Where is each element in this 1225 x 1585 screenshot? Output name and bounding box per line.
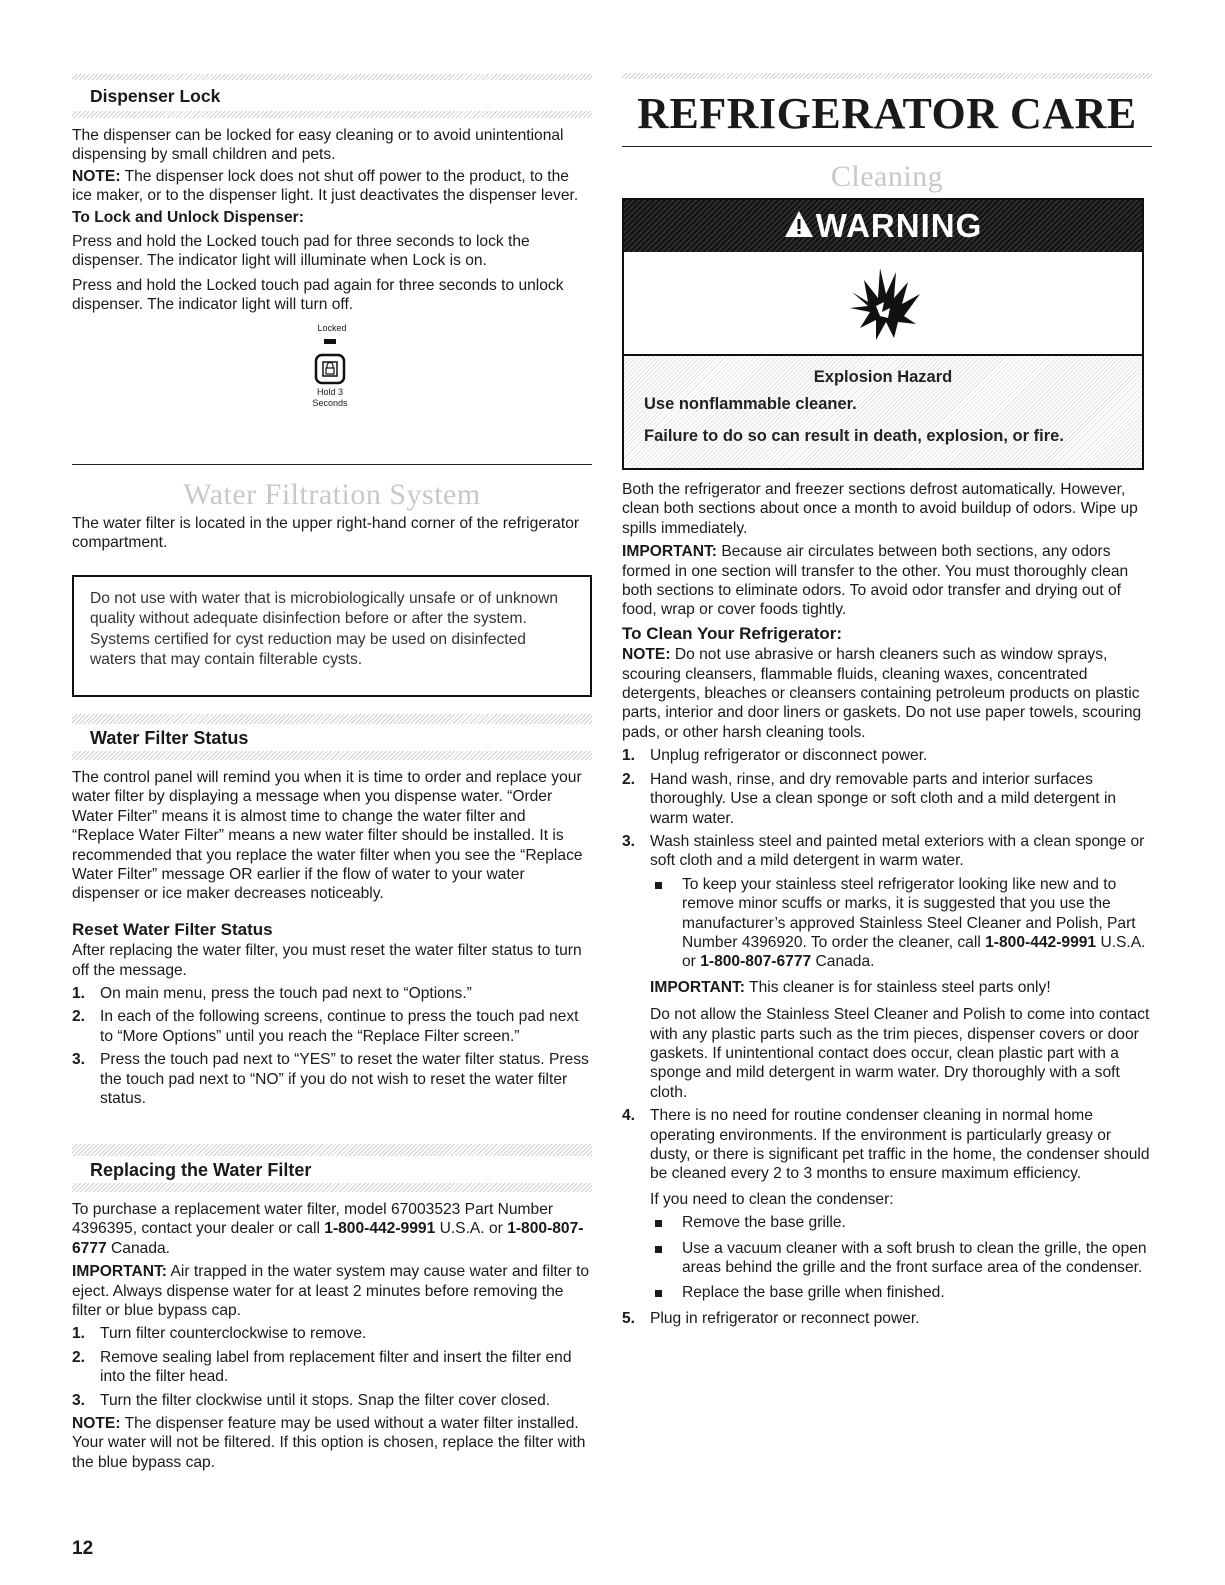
important-text: This cleaner is for stainless steel parts only!: [745, 978, 1051, 996]
section-divider: [72, 1183, 592, 1192]
step-text: There is no need for routine condenser cleaning in normal home operating environments. If the environment is particularly greasy or dusty, or there is significant pet traffic in the home, the condenser should be cleaned every 2 to 3 months to ensure maximum efficiency.: [650, 1107, 1150, 1183]
step-text: Turn filter counterclockwise to remove.: [100, 1325, 367, 1343]
cleaning-intro: Both the refrigerator and freezer sections defrost automatically. However, clean both sections about once a month to avoid buildup of odors. Wipe up spills immediately.: [622, 481, 1138, 537]
note-text: The dispenser lock does not shut off power to the product, to the ice maker, or to the dispenser light. It just deactivates the dispenser lever.: [72, 167, 579, 205]
step-text: In each of the following screens, continue to press the touch pad next to “More Options” until you reach the “Replace Filter screen.”: [100, 1008, 579, 1045]
dispenser-lock-heading: Dispenser Lock: [90, 86, 221, 106]
step-text: On main menu, press the touch pad next to “Options.”: [100, 985, 472, 1003]
step-number: 4.: [622, 1107, 636, 1125]
replacing-filter-header: [72, 1156, 592, 1183]
lock-subheading: To Lock and Unlock Dispenser:: [72, 208, 304, 226]
step-number: 2.: [622, 770, 636, 788]
list-item: [622, 1309, 1152, 1328]
page-number: 12: [72, 1538, 94, 1559]
step-number: 1.: [72, 1325, 86, 1343]
list-item: Use a vacuum cleaner with a soft brush to clean the grille, the open areas behind the grille and the front surface area of the condenser.: [652, 1239, 1152, 1278]
step-number: 5.: [622, 1309, 636, 1327]
important-text: Air trapped in the water system may cause water and filter to eject. Always dispense water for at least 2 minutes before removing the filter or blue bypass cap.: [72, 1263, 590, 1320]
list-item: [72, 1348, 592, 1387]
water-filter-status-text: The control panel will remind you when it is time to order and replace your water filter by displaying a message when you dispense water. “Order Water Filter” means it is almost time to change the water filter and “Replace Water Filter” means a new water filter should be installed. It is recommended that you replace the water filter when you see the “Replace Water Filter” message OR earlier if the flow of water to your water dispenser or ice maker decreases noticeably.: [72, 769, 583, 903]
water-filter-status-header: [72, 724, 592, 751]
phone-us: 1-800-442-9991: [985, 933, 1097, 951]
clean-heading: To Clean Your Refrigerator:: [622, 623, 843, 643]
hold-label-line2: Seconds: [312, 397, 348, 408]
step-number: 1.: [622, 747, 636, 765]
step-text: Unplug refrigerator or disconnect power.: [650, 747, 928, 765]
step-number: 3.: [72, 1391, 86, 1409]
water-filtration-section: [72, 478, 592, 697]
step4-paragraph: If you need to clean the condenser:: [650, 1190, 894, 1208]
lock-icon: [314, 353, 346, 390]
list-item: Replace the base grille when finished.: [652, 1283, 1152, 1302]
note-label: NOTE:: [622, 646, 671, 664]
step-number: 2.: [72, 1008, 86, 1026]
explosion-icon: [846, 262, 928, 349]
section-divider: [72, 751, 592, 760]
warning-banner: [624, 200, 1142, 252]
note-label: NOTE:: [72, 1415, 121, 1433]
text: To purchase a replacement water filter, model 67003523 Part Number 4396395, contact your dealer or call: [72, 1201, 554, 1238]
indicator-light: [324, 339, 336, 344]
dispenser-lock-section: [72, 74, 592, 433]
warning-box: [622, 198, 1144, 470]
cleaning-body: [622, 480, 1152, 1332]
note-text: Do not use abrasive or harsh cleaners such as window sprays, scouring cleansers, flammable fluids, cleaning waxes, concentrated detergents, bleaches or cleansers containing petroleum products on plastic parts, interior and door liners or gaskets. Do not use paper towels, scouring pads, or other harsh cleaning tools.: [622, 646, 1142, 741]
list-item: [72, 984, 592, 1003]
list-item: [622, 770, 1152, 828]
step3-paragraph: Do not allow the Stainless Steel Cleaner and Polish to come into contact with any plastic parts such as the trim pieces, dispenser covers or door gaskets. If unintentional contact does occur, clean plastic part with a sponge and mild detergent in warm water. Dry thoroughly with a soft cloth.: [650, 1006, 1150, 1101]
dispenser-lock-intro: The dispenser can be locked for easy cleaning or to avoid unintentional dispensing by small children and pets.: [72, 127, 564, 164]
phone-canada: 1-800-807-6777: [700, 953, 812, 971]
water-safety-box: [72, 575, 592, 697]
step-text: Hand wash, rinse, and dry removable parts and interior surfaces thoroughly. Use a clean sponge or soft cloth and a mild detergent in warm water.: [650, 770, 1117, 827]
replacing-filter-intro: [72, 1200, 592, 1258]
text: Canada.: [811, 953, 875, 971]
section-divider: [72, 714, 592, 724]
step4-bullets: [652, 1213, 1152, 1303]
water-safety-text: Do not use with water that is microbiologically unsafe or of unknown quality without adequate disinfection before or after the system. Systems certified for cyst reduction may be used on disinfected waters that may contain filterable cysts.: [90, 589, 559, 669]
alert-triangle-icon: [784, 210, 814, 243]
water-filter-status-heading: Water Filter Status: [90, 728, 249, 748]
important-label: IMPORTANT:: [72, 1263, 167, 1281]
water-filter-status-section: [72, 714, 592, 1113]
dispenser-lock-note: [72, 167, 592, 206]
list-item: [72, 1324, 592, 1343]
replacing-filter-important: [72, 1262, 592, 1320]
section-rule: [72, 464, 592, 465]
cleaning-important: [622, 542, 1152, 620]
important-label: IMPORTANT:: [650, 978, 745, 996]
section-divider: [72, 111, 592, 118]
replacing-steps: [72, 1324, 592, 1410]
cleaning-title: Cleaning: [830, 160, 944, 193]
hazard-line1: Use nonflammable cleaner.: [644, 395, 857, 414]
hazard-title: Explosion Hazard: [813, 368, 953, 386]
important-label: IMPORTANT:: [622, 543, 717, 561]
warning-text-area: [624, 356, 1142, 468]
step-text: Press the touch pad next to “YES” to reset the water filter status. Press the touch pad next to “NO” if you do not wish to reset the water filter status.: [100, 1051, 589, 1108]
text: To keep your stainless steel refrigerator looking like new and to remove minor scuffs or marks, it is suggested that you use the manufacturer’s approved Stainless Steel Cleaner and Polish, Part Number 4396920. To order the cleaner, call: [682, 875, 1136, 951]
important-text: Because air circulates between both sections, any odors formed in one section will transfer to the other. You must thoroughly clean both sections to eliminate odors. To avoid odor transfer and drying out of food, wrap or cover foods tightly.: [622, 543, 1129, 619]
list-item: [622, 1106, 1152, 1303]
phone-canada: 1-800-807-6777: [72, 1220, 584, 1257]
warning-label: WARNING: [815, 207, 983, 244]
step-number: 1.: [72, 985, 86, 1003]
explosion-icon-panel: [624, 252, 1142, 356]
replacing-filter-note: [72, 1414, 592, 1472]
note-text: The dispenser feature may be used without a water filter installed. Your water will not be filtered. If this option is chosen, replace the filter with the blue bypass cap.: [72, 1415, 586, 1471]
step-text: Remove sealing label from replacement filter and insert the filter end into the filter head.: [100, 1348, 572, 1386]
locked-label: Locked: [317, 322, 347, 333]
reset-intro: After replacing the water filter, you must reset the water filter status to turn off the message.: [72, 942, 582, 979]
step-text: Wash stainless steel and painted metal exteriors with a clean sponge or soft cloth and a mild detergent in warm water.: [650, 832, 1145, 870]
text: Canada.: [106, 1239, 170, 1257]
text: U.S.A. or: [435, 1220, 508, 1238]
reset-steps: [72, 984, 592, 1108]
title-rule: [622, 146, 1152, 147]
hold-label-line1: Hold 3: [316, 386, 343, 397]
list-item: [622, 832, 1152, 1102]
water-filtration-title: Water Filtration System: [183, 478, 481, 511]
section-divider: [622, 73, 1152, 79]
hazard-line2: Failure to do so can result in death, explosion, or fire.: [644, 426, 1064, 445]
water-filtration-intro: The water filter is located in the upper right-hand corner of the refrigerator compartment.: [72, 515, 580, 552]
unlock-instructions: Press and hold the Locked touch pad again for three seconds to unlock dispenser. The indicator light will turn off.: [72, 276, 564, 314]
list-item: [72, 1007, 592, 1046]
reset-heading: Reset Water Filter Status: [72, 919, 273, 939]
lock-touchpad-illustration: [72, 323, 592, 433]
replacing-filter-heading: Replacing the Water Filter: [90, 1160, 312, 1180]
clean-note: [622, 645, 1152, 742]
step3-important: [650, 978, 1152, 997]
list-item: [72, 1391, 592, 1410]
list-item: [622, 746, 1152, 765]
note-label: NOTE:: [72, 167, 121, 185]
lock-instructions: Press and hold the Locked touch pad for three seconds to lock the dispenser. The indicator light will illuminate when Lock is on.: [72, 233, 530, 270]
step-text: Turn the filter clockwise until it stops. Snap the filter cover closed.: [100, 1391, 551, 1409]
section-divider: [72, 1144, 592, 1156]
replacing-filter-section: [72, 1144, 592, 1472]
phone-us: 1-800-442-9991: [324, 1220, 436, 1238]
step-number: 3.: [622, 832, 636, 850]
dispenser-lock-header: [72, 80, 592, 111]
step-number: 2.: [72, 1348, 86, 1366]
list-item: [72, 1050, 592, 1108]
step3-bullets: [652, 875, 1152, 972]
list-item: Remove the base grille.: [652, 1213, 1152, 1232]
step-text: Plug in refrigerator or reconnect power.: [650, 1309, 920, 1327]
step-number: 3.: [72, 1051, 86, 1069]
text: U.S.A. or: [682, 933, 1146, 971]
list-item: [652, 875, 1152, 972]
page-title: REFRIGERATOR CARE: [637, 89, 1137, 138]
cleaning-steps: [622, 746, 1152, 1328]
